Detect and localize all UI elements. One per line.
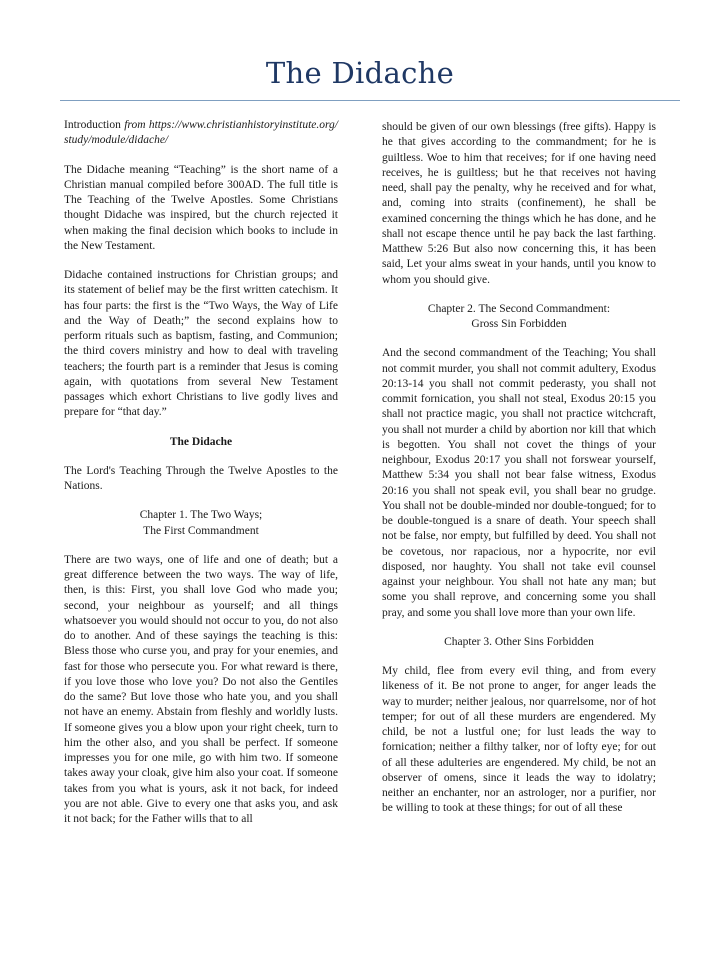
title-underline: [60, 100, 680, 101]
intro-url: https://www.christianhistoryinstitute.org/study/module/didache/: [64, 119, 338, 147]
intro-label: Introduction: [64, 119, 121, 131]
intro-line: [64, 118, 338, 149]
intro-paragraph-2: Didache contained instructions for Christian groups; and its statement of belief may be the first written catechism. It has four parts: the first is the “Two Ways, the Way of Life and the Way of Death;” the second explains how to perform rituals such as baptism, fasting, and Communion; the third covers ministry and how to deal with traveling teachers; the fourth part is a reminder that Jesus is coming again, with quotations from several New Testament passages which exhort Christians to live godly lives and prepare for “that day.”: [64, 269, 338, 419]
page-title: The Didache: [265, 56, 455, 90]
section-title: The Didache: [169, 435, 233, 448]
chapter-2-heading: [382, 302, 656, 333]
chapter-1-heading: [64, 508, 338, 539]
chapter-2-heading-line-2: Gross Sin Forbidden: [471, 318, 567, 330]
intro-paragraph-1: The Didache meaning “Teaching” is the short name of a Christian manual compiled before 300AD. The full title is The Teaching of the Twelve Apostles. Some Christians thought Didache was inspired, but the church rejected it when making the final decision which books to include in the New Testament.: [64, 163, 338, 252]
section-subtitle: The Lord's Teaching Through the Twelve Apostles to the Nations.: [64, 464, 338, 492]
chapter-3-heading: Chapter 3. Other Sins Forbidden: [444, 635, 594, 648]
chapter-1-heading-line-1: Chapter 1. The Two Ways;: [139, 509, 263, 522]
chapter-3-text: My child, flee from every evil thing, and from every likeness of it. Be not prone to anger, for anger leads the way to murder; neither jealous, nor quarrelsome, nor of hot temper; for out of all these murders are engendered. My child, be not a lustful one; for lust leads the way to fornication; neither a filthy talker, nor of lofty eye; for out of all these adulteries are engendered. My child, be not an observer of omens, since it leads the way to idolatry; neither an enchanter, nor an astrologer, nor a purifier, nor be willing to took at these things; for out of all these: [382, 665, 656, 815]
chapter-2-text: And the second commandment of the Teaching; You shall not commit murder, you shall not commit adultery, Exodus 20:13-14 you shall not commit pederasty, you shall not commit fornication, you shall not steal, Exodus 20:15 you shall not practice magic, you shall not practice witchcraft, you shall not murder a child by abortion nor kill that which is begotten. You shall not covet the things of your neighbour, Exodus 20:17 you shall not forswear yourself, Matthew 5:34 you shall not bear false witness, Exodus 20:16 you shall not speak evil, you shall bear no grudge. You shall not be double-minded nor double-tongued; for to be double-tongued is a snare of death. Your speech shall not be false, nor empty, but fulfilled by deed. You shall not be covetous, nor rapacious, nor a hypocrite, nor evil disposed, nor haughty. You shall not take evil counsel against your neighbour. You shall not hate any man; but some you shall reprove, and concerning some you shall pray, and some you shall love more than your own life.: [382, 347, 656, 619]
right-column: [382, 120, 656, 831]
left-column: [64, 118, 338, 841]
chapter-1-continued: should be given of our own blessings (free gifts). Happy is he that gives according to the commandment; for he is guiltless. Woe to him that receives; for if one having need receives, he is guiltless; but he that receives not having need, shall pay the penalty, why he received and for what, and, coming into straits (confinement), he shall be examined concerning the things which he has done, and he shall not escape thence until he pay back the last farthing. Matthew 5:26 But also now concerning this, it has been said, Let your alms sweat in your hands, until you know to whom you should give.: [382, 121, 656, 286]
chapter-1-text: There are two ways, one of life and one of death; but a great difference between the two ways. The way of life, then, is this: First, you shall love God who made you; second, your neighbour as yourself; and all things whatsoever you would should not occur to you, do not also do to another. And of these sayings the teaching is this: Bless those who curse you, and pray for your enemies, and fast for those who persecute you. For what reward is there, if you love those who love you? Do not also the Gentiles do the same? But love those who hate you, and you shall not have an enemy. Abstain from fleshly and worldly lusts. If someone gives you a blow upon your right cheek, turn to him the other also, and you shall be perfect. If someone impresses you for one mile, go with him two. If someone takes away your cloak, give him also your coat. If someone takes from you what is yours, ask it not back, for indeed you are not able. Give to every one that asks you, and ask it not back; for the Father wills that to all: [64, 553, 338, 825]
chapter-2-heading-line-1: Chapter 2. The Second Commandment:: [427, 302, 611, 315]
intro-from: from: [124, 119, 146, 131]
chapter-1-heading-line-2: The First Commandment: [143, 524, 259, 537]
